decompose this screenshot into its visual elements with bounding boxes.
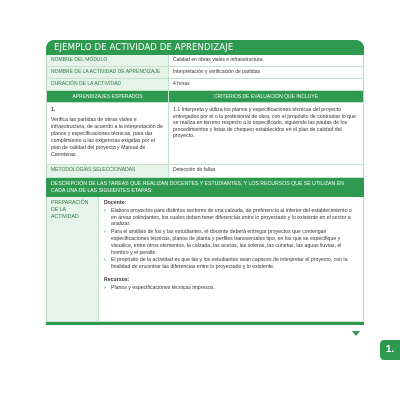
- learning-header: APRENDIZAJES ESPERADOS: [47, 91, 169, 102]
- row-headers: [47, 91, 363, 103]
- learning-number: 1.: [51, 107, 56, 113]
- module-label: NOMBRE DEL MÓDULO: [47, 55, 169, 66]
- duration-value: 4 horas: [173, 81, 190, 87]
- row-module: [47, 55, 363, 67]
- activity-table: [46, 55, 364, 178]
- criteria-text: 1.1 Interpreta y utiliza los planos y especificaciones técnicas del proyecto entregados por el o la profesional de obra, con el propósito de contrastar lo que se realiza en terreno respecto a lo especificado, siguiendo las pautas de los procedimientos y listas de chequeo establecidos en el plan de calidad del proyecto.: [173, 107, 356, 140]
- triangle-down-icon: [352, 331, 360, 336]
- activity-sheet: [46, 40, 364, 325]
- module-value: Calidad en obras viales e infraestructura: [173, 57, 263, 63]
- row-learning-criteria: [47, 103, 363, 165]
- list-item: › Para el análisis de los y las estudiantes, el docente deberá entregar proyectos que contengan especificaciones técnicas, planos de planta y perfiles transversales tipo, en los que se especifique y visualice, entre otros elementos, la calzada, las aceras, las soleras, las cunetas, las aguas lluvias, el hombro y el peralte.: [104, 229, 358, 256]
- resource-item: › Planos y especificaciones técnicas impresos.: [104, 285, 358, 292]
- list-item: › El propósito de la actividad es que las y los estudiantes sean capaces de interpretar el proyecto, con la finalidad de encontrar las diferencias entre lo proyectado y lo existente.: [104, 257, 358, 271]
- activity-title: EJEMPLO DE ACTIVIDAD DE APRENDIZAJE: [46, 40, 364, 55]
- methodology-value: Detección de fallas: [173, 167, 216, 173]
- duration-label: DURACIÓN DE LA ACTIVIDAD: [47, 79, 169, 90]
- row-duration: [47, 79, 363, 91]
- learning-cell: [47, 103, 169, 164]
- preparation-label: PREPARACIÓN DE LA ACTIVIDAD: [47, 197, 99, 321]
- docente-heading: Docente:: [104, 200, 127, 206]
- page-number-badge: 1.: [380, 340, 400, 360]
- description-bar: DESCRIPCIÓN DE LAS TAREAS QUE REALIZAN DOCENTES Y ESTUDIANTES, Y LOS RECURSOS QUE SE UTILIZAN EN CADA UNA DE LAS SIGUIENTES ETAPAS:: [46, 178, 364, 197]
- activity-name-value: Interpretación y verificación de partidas: [173, 69, 260, 75]
- row-preparation: [47, 197, 363, 322]
- resources-heading: Recursos:: [104, 276, 130, 283]
- criteria-header: CRITERIOS DE EVALUACIÓN QUE INCLUYE: [169, 91, 363, 102]
- list-item: › Elabora proyectos para distintos sectores de una calzada, de preferencia al interior del establecimiento o en áreas colindantes, los cuales deben tener diferencias entre lo proyectado y lo existente en el sector a analizar.: [104, 208, 358, 228]
- activity-name-label: NOMBRE DE LA ACTIVIDAD DE APRENDIZAJE: [47, 67, 169, 78]
- learning-text: Verifica las partidas de obras viales e infraestructura, de acuerdo a la interpretación de planos y especificaciones técnicas, para dar cumplimiento a las exigencias exigidas por el plan de calidad del proyecto y Manual de Carreteras.: [51, 117, 163, 158]
- preparation-body: [99, 197, 363, 321]
- row-activity-name: [47, 67, 363, 79]
- methodology-label: METODOLOGÍAS SELECCIONADAS: [47, 165, 169, 177]
- row-methodology: [47, 165, 363, 178]
- bottom-divider: [46, 322, 364, 325]
